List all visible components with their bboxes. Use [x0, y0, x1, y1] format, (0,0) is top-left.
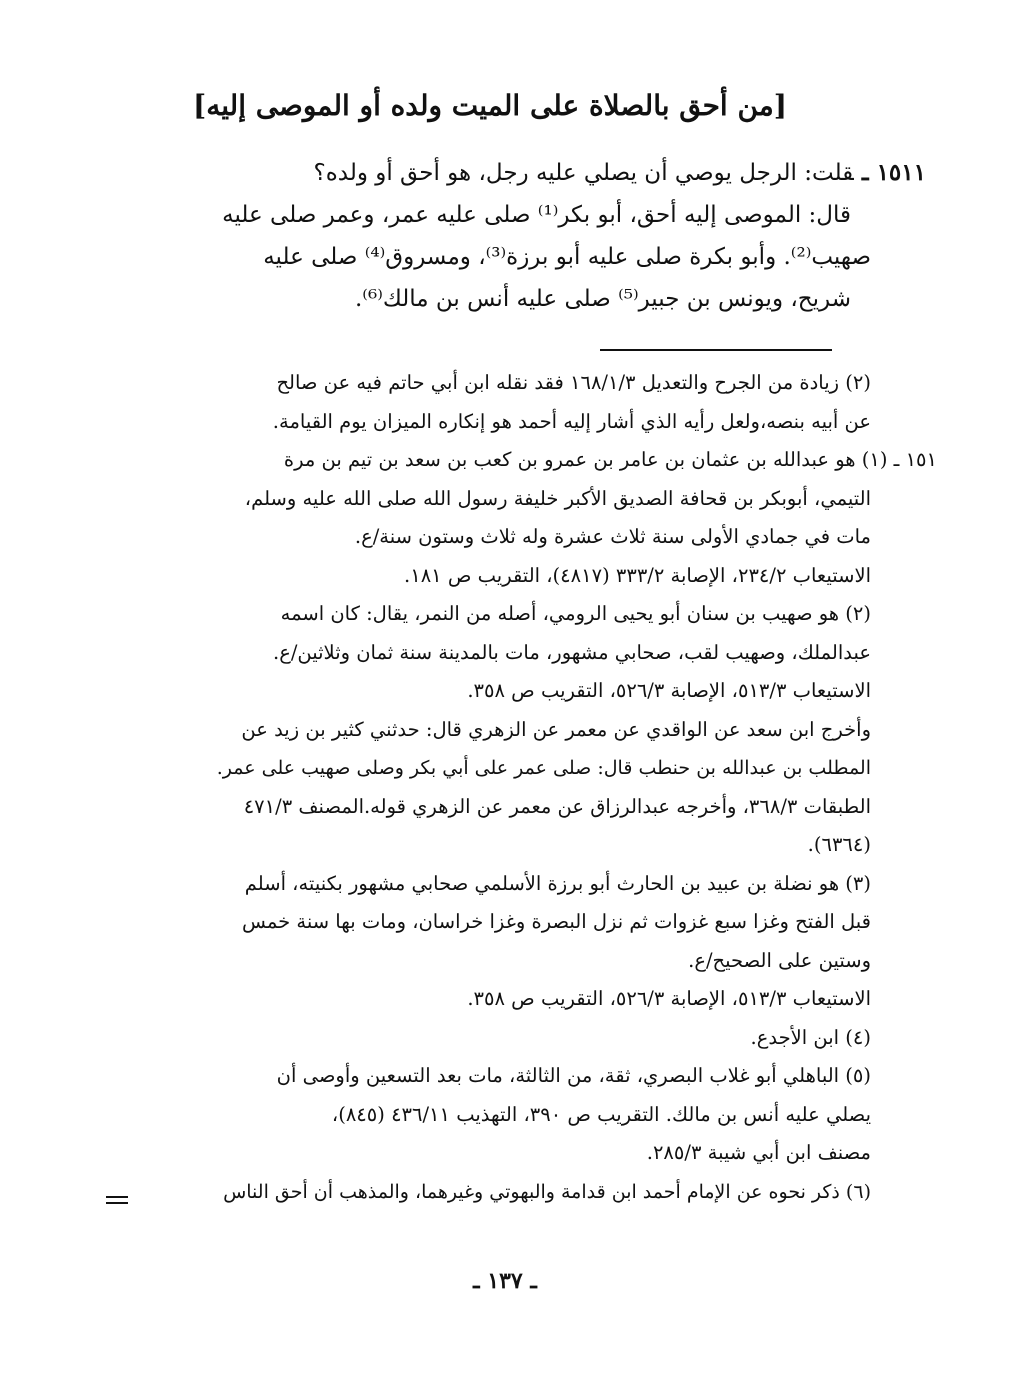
entry-line: قال: الموصى إليه أحق، أبو بكر⁽¹⁾ صلى عليه عمر، وعمر صلى عليه: [222, 202, 851, 228]
footnote-line: عبدالملك، وصهيب لقب، صحابي مشهور، مات بالمدينة سنة ثمان وثلاثين/ع.: [273, 640, 871, 664]
footnote-line: (٢) هو صهيب بن سنان أبو يحيى الرومي، أصله من النمر، يقال: كان اسمه: [280, 602, 871, 625]
footnote-line: ١٥١ ـ (١) هو عبدالله بن عثمان بن عامر بن عمرو بن كعب بن سعد بن تيم بن مرة: [283, 448, 937, 471]
footnote-line: (٤) ابن الأجدع.: [750, 1025, 871, 1049]
footnote-line: وستين على الصحيح/ع.: [688, 948, 871, 972]
footnote-line: الاستيعاب ٢٣٤/٢، الإصابة ٣٣٣/٢ (٤٨١٧)، التقريب ص ١٨١.: [404, 563, 871, 587]
section-title: [من أحق بالصلاة على الميت ولده أو الموصى إليه]: [192, 89, 788, 122]
page-number: ـ ١٣٧ ـ: [473, 1268, 537, 1294]
entry-line: صهيب⁽²⁾. وأبو بكرة صلى عليه أبو برزة⁽³⁾، ومسروق⁽⁴⁾ صلى عليه: [263, 244, 871, 270]
footnote-line: مات في جمادي الأولى سنة ثلاث عشرة وله ثلاث وستون سنة/ع.: [354, 525, 871, 548]
entry-line: [136, 152, 926, 194]
footnote-line: وأخرج ابن سعد عن الواقدي عن معمر عن الزهري قال: حدثني كثير بن زيد عن: [241, 717, 871, 741]
footnote-separator: [600, 349, 832, 351]
entry-line: شريح، ويونس بن جبير⁽⁵⁾ صلى عليه أنس بن مالك⁽⁶⁾.: [355, 286, 851, 312]
footnote-line: (٣) هو نضلة بن عبيد بن الحارث أبو برزة الأسلمي صحابي مشهور بكنيته، أسلم: [244, 871, 871, 895]
footnote-line: الاستيعاب ٥١٣/٣، الإصابة ٥٢٦/٣، التقريب ص ٣٥٨.: [467, 679, 871, 702]
footnote-line: (٦) ذكر نحوه عن الإمام أحمد ابن قدامة والبهوتي وغيرهما، والمذهب أن أحق الناس: [223, 1180, 871, 1203]
footnote-line: (٢) زيادة من الجرح والتعديل ١٦٨/١/٣ فقد نقله ابن أبي حاتم فيه عن صالح: [276, 371, 871, 394]
footnote-line: عن أبيه بنصه،ولعل رأيه الذي أشار إليه أحمد هو إنكاره الميزان يوم القيامة.: [272, 409, 871, 433]
footnote-line: قبل الفتح وغزا سبع غزوات ثم نزل البصرة وغزا خراسان، ومات بها سنة خمس: [242, 910, 871, 933]
footnote-line: (٥) الباهلي أبو غلاب البصري، ثقة، من الثالثة، مات بعد التسعين وأوصى أن: [276, 1064, 871, 1087]
footnote-line: (٦٣٦٤).: [807, 833, 871, 856]
footnote-line: الطبقات ٣٦٨/٣، وأخرجه عبدالرزاق عن معمر عن الزهري قوله.المصنف ٤٧١/٣: [243, 794, 871, 818]
footnote-line: التيمي، أبوبكر بن قحافة الصديق الأكبر خليفة رسول الله صلى الله عليه وسلم،: [244, 486, 871, 510]
continuation-mark: [106, 1196, 128, 1210]
entry-number: ١٥١١ ـ: [861, 159, 926, 186]
footnotes: [211, 364, 937, 1211]
footnote-line: المطلب بن عبدالله بن حنطب قال: صلى عمر على أبي بكر وصلى صهيب على عمر.: [216, 757, 871, 779]
footnote-line: يصلي عليه أنس بن مالك. التقريب ص ٣٩٠، التهذيب ٤٣٦/١١ (٨٤٥)،: [331, 1102, 871, 1126]
main-entry: [136, 152, 926, 320]
footnote-line: الاستيعاب ٥١٣/٣، الإصابة ٥٢٦/٣، التقريب ص ٣٥٨.: [467, 987, 871, 1010]
entry-question: قلت: الرجل يوصي أن يصلي عليه رجل، هو أحق أو ولده؟: [313, 160, 854, 186]
footnote-line: مصنف ابن أبي شيبة ٢٨٥/٣.: [646, 1141, 871, 1164]
